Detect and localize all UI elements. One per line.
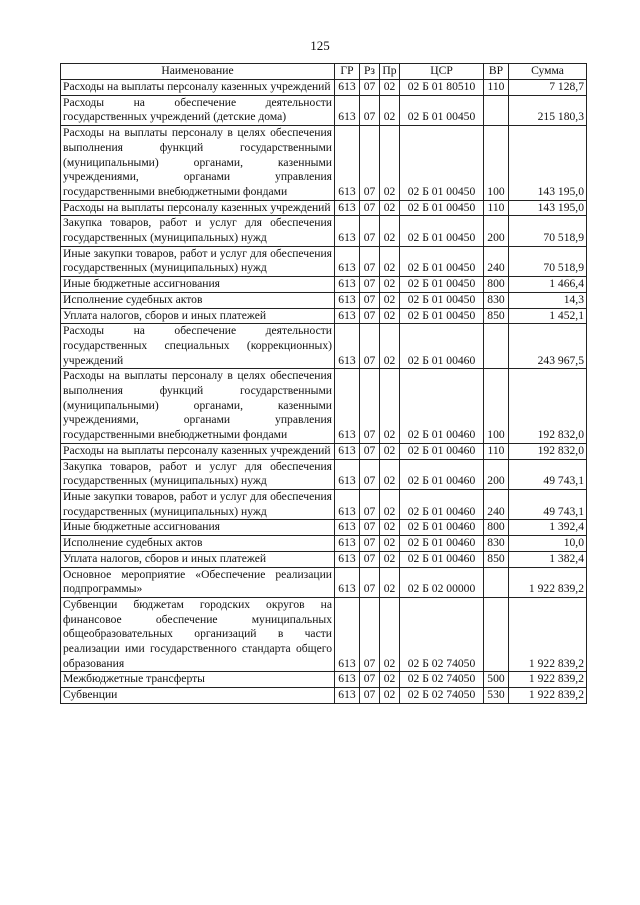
cell-vr <box>484 567 509 597</box>
cell-gr: 613 <box>335 520 360 536</box>
cell-gr: 613 <box>335 459 360 489</box>
table-row <box>61 489 587 519</box>
cell-vr: 830 <box>484 292 509 308</box>
cell-name: Уплата налогов, сборов и иных платежей <box>61 308 335 324</box>
cell-vr: 530 <box>484 688 509 704</box>
cell-gr: 613 <box>335 672 360 688</box>
table-row <box>61 277 587 293</box>
cell-gr: 613 <box>335 277 360 293</box>
cell-gr: 613 <box>335 292 360 308</box>
cell-vr: 200 <box>484 459 509 489</box>
cell-vr <box>484 95 509 125</box>
cell-vr: 200 <box>484 216 509 246</box>
cell-pr: 02 <box>380 292 400 308</box>
cell-sum: 143 195,0 <box>509 126 587 201</box>
cell-rz: 07 <box>360 277 380 293</box>
cell-vr: 800 <box>484 520 509 536</box>
cell-rz: 07 <box>360 536 380 552</box>
cell-sum: 215 180,3 <box>509 95 587 125</box>
header-csr: ЦСР <box>400 64 484 80</box>
cell-name: Иные закупки товаров, работ и услуг для обеспечения государственных (муниципальных) нужд <box>61 246 335 276</box>
cell-pr: 02 <box>380 567 400 597</box>
cell-gr: 613 <box>335 597 360 672</box>
cell-name: Субвенции бюджетам городских округов на финансовое обеспечение муниципальных общеобразовательных организаций в части реализации ими государственного стандарта общего образования <box>61 597 335 672</box>
cell-pr: 02 <box>380 597 400 672</box>
cell-sum: 10,0 <box>509 536 587 552</box>
cell-rz: 07 <box>360 216 380 246</box>
table-row <box>61 536 587 552</box>
table-row <box>61 443 587 459</box>
table-row <box>61 567 587 597</box>
cell-gr: 613 <box>335 308 360 324</box>
table-row <box>61 126 587 201</box>
table-row <box>61 597 587 672</box>
table-row <box>61 672 587 688</box>
cell-name: Расходы на выплаты персоналу казенных учреждений <box>61 443 335 459</box>
cell-name: Расходы на выплаты персоналу казенных учреждений <box>61 200 335 216</box>
cell-vr: 100 <box>484 369 509 444</box>
cell-vr: 240 <box>484 246 509 276</box>
table-body <box>61 80 587 704</box>
cell-pr: 02 <box>380 459 400 489</box>
table-row <box>61 324 587 369</box>
cell-gr: 613 <box>335 688 360 704</box>
cell-sum: 143 195,0 <box>509 200 587 216</box>
cell-csr: 02 Б 02 74050 <box>400 597 484 672</box>
cell-sum: 192 832,0 <box>509 443 587 459</box>
cell-rz: 07 <box>360 672 380 688</box>
cell-rz: 07 <box>360 200 380 216</box>
cell-sum: 14,3 <box>509 292 587 308</box>
table-row <box>61 551 587 567</box>
cell-gr: 613 <box>335 567 360 597</box>
cell-gr: 613 <box>335 246 360 276</box>
table-row <box>61 520 587 536</box>
cell-csr: 02 Б 01 00450 <box>400 200 484 216</box>
cell-rz: 07 <box>360 443 380 459</box>
cell-vr: 240 <box>484 489 509 519</box>
cell-pr: 02 <box>380 688 400 704</box>
cell-name: Закупка товаров, работ и услуг для обеспечения государственных (муниципальных) нужд <box>61 459 335 489</box>
cell-sum: 70 518,9 <box>509 246 587 276</box>
cell-rz: 07 <box>360 567 380 597</box>
cell-csr: 02 Б 01 00460 <box>400 443 484 459</box>
cell-name: Субвенции <box>61 688 335 704</box>
cell-rz: 07 <box>360 308 380 324</box>
cell-rz: 07 <box>360 95 380 125</box>
table-row <box>61 308 587 324</box>
cell-pr: 02 <box>380 95 400 125</box>
cell-vr: 800 <box>484 277 509 293</box>
cell-rz: 07 <box>360 369 380 444</box>
cell-gr: 613 <box>335 126 360 201</box>
cell-name: Исполнение судебных актов <box>61 292 335 308</box>
cell-name: Иные закупки товаров, работ и услуг для обеспечения государственных (муниципальных) нужд <box>61 489 335 519</box>
cell-vr: 850 <box>484 308 509 324</box>
cell-sum: 1 922 839,2 <box>509 688 587 704</box>
cell-csr: 02 Б 02 74050 <box>400 672 484 688</box>
cell-vr: 500 <box>484 672 509 688</box>
cell-vr <box>484 324 509 369</box>
cell-rz: 07 <box>360 520 380 536</box>
cell-sum: 243 967,5 <box>509 324 587 369</box>
page-number: 125 <box>310 38 330 53</box>
cell-sum: 7 128,7 <box>509 80 587 96</box>
cell-gr: 613 <box>335 95 360 125</box>
cell-csr: 02 Б 01 00450 <box>400 126 484 201</box>
cell-sum: 1 452,1 <box>509 308 587 324</box>
cell-name: Расходы на обеспечение деятельности государственных специальных (коррекционных) учреждений <box>61 324 335 369</box>
cell-gr: 613 <box>335 489 360 519</box>
cell-sum: 1 382,4 <box>509 551 587 567</box>
cell-gr: 613 <box>335 216 360 246</box>
cell-vr: 850 <box>484 551 509 567</box>
cell-pr: 02 <box>380 308 400 324</box>
cell-rz: 07 <box>360 80 380 96</box>
cell-rz: 07 <box>360 324 380 369</box>
cell-rz: 07 <box>360 126 380 201</box>
table-row <box>61 292 587 308</box>
cell-pr: 02 <box>380 536 400 552</box>
table-row <box>61 95 587 125</box>
cell-csr: 02 Б 01 80510 <box>400 80 484 96</box>
cell-sum: 1 922 839,2 <box>509 567 587 597</box>
cell-sum: 1 466,4 <box>509 277 587 293</box>
cell-pr: 02 <box>380 520 400 536</box>
cell-sum: 1 922 839,2 <box>509 597 587 672</box>
cell-sum: 192 832,0 <box>509 369 587 444</box>
cell-name: Расходы на обеспечение деятельности государственных учреждений (детские дома) <box>61 95 335 125</box>
cell-rz: 07 <box>360 688 380 704</box>
cell-rz: 07 <box>360 489 380 519</box>
table-row <box>61 80 587 96</box>
cell-sum: 49 743,1 <box>509 459 587 489</box>
cell-sum: 49 743,1 <box>509 489 587 519</box>
cell-csr: 02 Б 01 00450 <box>400 292 484 308</box>
header-pr: Пр <box>380 64 400 80</box>
cell-name: Основное мероприятие «Обеспечение реализации подпрограммы» <box>61 567 335 597</box>
cell-csr: 02 Б 01 00450 <box>400 95 484 125</box>
cell-name: Уплата налогов, сборов и иных платежей <box>61 551 335 567</box>
cell-csr: 02 Б 01 00450 <box>400 216 484 246</box>
cell-rz: 07 <box>360 246 380 276</box>
cell-name: Закупка товаров, работ и услуг для обеспечения государственных (муниципальных) нужд <box>61 216 335 246</box>
cell-pr: 02 <box>380 489 400 519</box>
cell-csr: 02 Б 01 00450 <box>400 277 484 293</box>
cell-csr: 02 Б 01 00460 <box>400 459 484 489</box>
cell-gr: 613 <box>335 324 360 369</box>
cell-name: Иные бюджетные ассигнования <box>61 277 335 293</box>
table-header-row <box>61 64 587 80</box>
cell-pr: 02 <box>380 80 400 96</box>
cell-csr: 02 Б 01 00460 <box>400 369 484 444</box>
header-rz: Рз <box>360 64 380 80</box>
cell-name: Исполнение судебных актов <box>61 536 335 552</box>
cell-gr: 613 <box>335 551 360 567</box>
header-name: Наименование <box>61 64 335 80</box>
table-row <box>61 459 587 489</box>
cell-csr: 02 Б 02 74050 <box>400 688 484 704</box>
cell-pr: 02 <box>380 246 400 276</box>
cell-name: Расходы на выплаты персоналу в целях обеспечения выполнения функций государственными (муниципальными) органами, казенными учреждениями, органами управления государственными внебюджетными фондами <box>61 369 335 444</box>
cell-vr: 110 <box>484 200 509 216</box>
cell-name: Межбюджетные трансферты <box>61 672 335 688</box>
cell-vr: 110 <box>484 80 509 96</box>
cell-pr: 02 <box>380 672 400 688</box>
cell-vr: 110 <box>484 443 509 459</box>
cell-csr: 02 Б 01 00460 <box>400 551 484 567</box>
table-row <box>61 200 587 216</box>
cell-sum: 1 922 839,2 <box>509 672 587 688</box>
cell-rz: 07 <box>360 459 380 489</box>
table-row <box>61 369 587 444</box>
cell-gr: 613 <box>335 536 360 552</box>
table-row <box>61 216 587 246</box>
cell-pr: 02 <box>380 200 400 216</box>
cell-gr: 613 <box>335 80 360 96</box>
cell-gr: 613 <box>335 369 360 444</box>
cell-gr: 613 <box>335 443 360 459</box>
cell-gr: 613 <box>335 200 360 216</box>
budget-table <box>60 63 587 704</box>
cell-pr: 02 <box>380 216 400 246</box>
cell-vr: 100 <box>484 126 509 201</box>
cell-csr: 02 Б 01 00450 <box>400 308 484 324</box>
cell-csr: 02 Б 02 00000 <box>400 567 484 597</box>
cell-pr: 02 <box>380 324 400 369</box>
cell-rz: 07 <box>360 292 380 308</box>
cell-vr: 830 <box>484 536 509 552</box>
cell-pr: 02 <box>380 443 400 459</box>
cell-rz: 07 <box>360 597 380 672</box>
cell-sum: 70 518,9 <box>509 216 587 246</box>
cell-name: Иные бюджетные ассигнования <box>61 520 335 536</box>
cell-pr: 02 <box>380 551 400 567</box>
cell-csr: 02 Б 01 00460 <box>400 489 484 519</box>
cell-rz: 07 <box>360 551 380 567</box>
table-row <box>61 688 587 704</box>
cell-pr: 02 <box>380 277 400 293</box>
header-vr: ВР <box>484 64 509 80</box>
cell-pr: 02 <box>380 369 400 444</box>
cell-name: Расходы на выплаты персоналу казенных учреждений <box>61 80 335 96</box>
cell-csr: 02 Б 01 00460 <box>400 536 484 552</box>
header-sum: Сумма <box>509 64 587 80</box>
cell-csr: 02 Б 01 00460 <box>400 520 484 536</box>
cell-pr: 02 <box>380 126 400 201</box>
cell-name: Расходы на выплаты персоналу в целях обеспечения выполнения функций государственными (муниципальными) органами, казенными учреждениями, органами управления государственными внебюджетными фондами <box>61 126 335 201</box>
cell-vr <box>484 597 509 672</box>
header-gr: ГР <box>335 64 360 80</box>
cell-csr: 02 Б 01 00450 <box>400 246 484 276</box>
table-row <box>61 246 587 276</box>
cell-csr: 02 Б 01 00460 <box>400 324 484 369</box>
cell-sum: 1 392,4 <box>509 520 587 536</box>
